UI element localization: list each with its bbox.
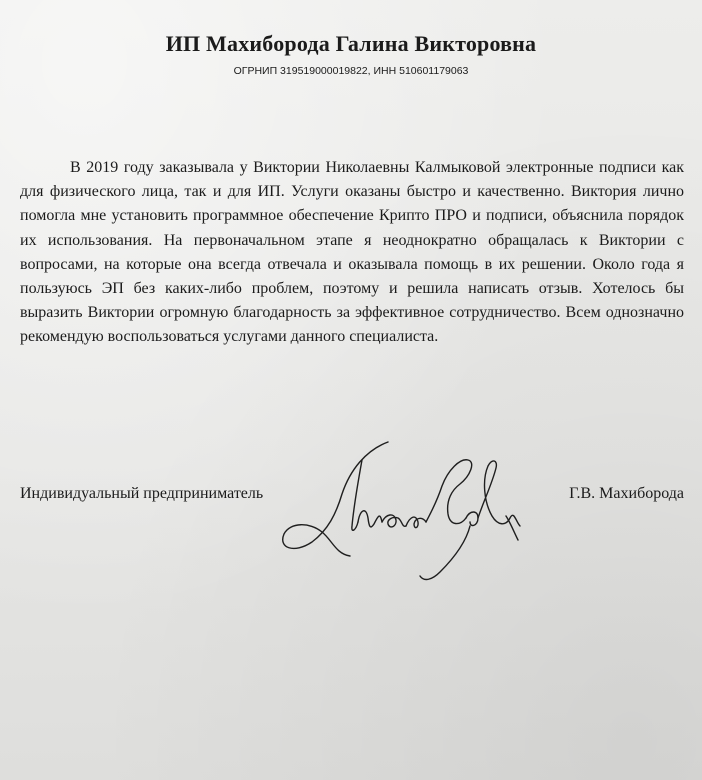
signer-name: Г.В. Махиборода [569,485,684,502]
review-paragraph: В 2019 году заказывала у Виктории Николаевны Калмыковой электронные подписи как для физического лица, так и для ИП. Услуги оказаны быстро и качественно. Виктория лично помогла мне установить программное обеспечение Крипто ПРО и подписи, объяснила порядок их использования. На первоначальном этапе я неоднократно обращалась к Виктории с вопросами, на которые она всегда отвечала и оказывала помощь в их решении. Около года я пользуюсь ЭП без каких-либо проблем, поэтому и решила написать отзыв. Хотелось бы выразить Виктории огромную благодарность за эффективное сотрудничество. Всем однозначно рекомендую воспользоваться услугами данного специалиста. [20,159,684,346]
handwritten-signature-icon [270,430,530,590]
signer-position: Индивидуальный предприниматель [20,485,264,502]
letterhead-title: ИП Махиборода Галина Викторовна [165,31,537,56]
registration-numbers: ОГРНИП 319519000019822, ИНН 510601179063 [233,65,469,77]
letterhead [0,30,702,78]
